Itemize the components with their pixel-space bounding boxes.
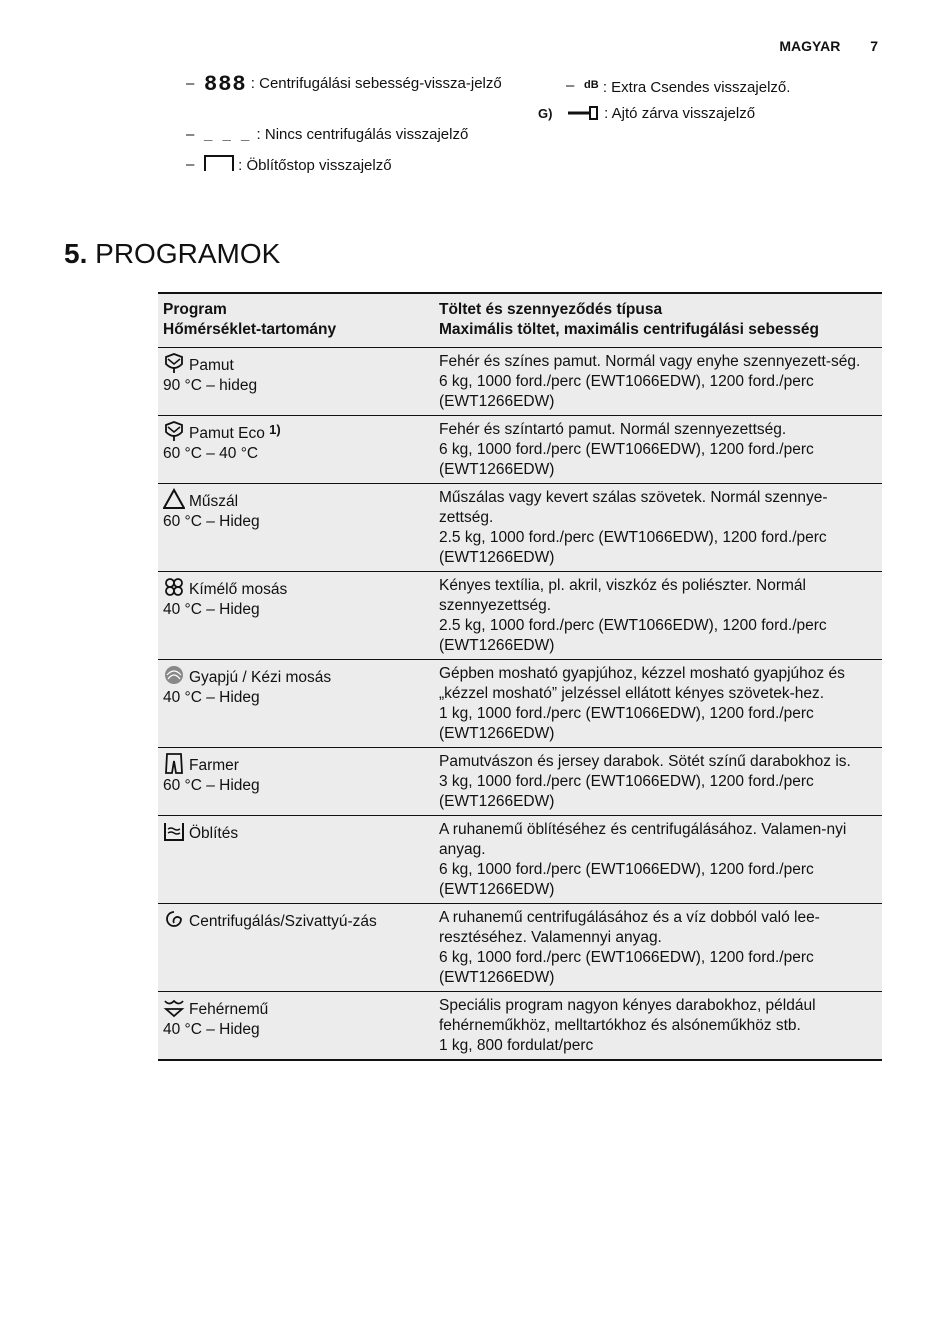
rinse-hold-icon — [204, 155, 234, 171]
load-cell — [434, 748, 882, 816]
table-row — [158, 484, 882, 572]
table-row — [158, 992, 882, 1061]
load-cell — [434, 348, 882, 416]
quiet-db-icon: dB — [584, 79, 599, 91]
program-name: Műszál — [189, 493, 239, 510]
wool-icon — [163, 664, 185, 686]
temperature-range: 60 °C – 40 °C — [163, 445, 259, 462]
page-number: 7 — [870, 38, 878, 54]
footnote-marker: 1) — [269, 422, 281, 437]
table-row — [158, 416, 882, 484]
legend-rinse-hold: – : Öblítőstop visszajelző — [186, 156, 392, 174]
load-description: Fehér és színes pamut. Normál vagy enyhe szennyezett-ség. — [439, 353, 861, 370]
program-name: Pamut Eco — [189, 425, 265, 442]
table-row — [158, 904, 882, 992]
door-marker: G) — [538, 106, 553, 121]
jeans-icon — [163, 752, 185, 774]
max-load-spin: 6 kg, 1000 ford./perc (EWT1066EDW), 1200 ford./perc (EWT1266EDW) — [439, 441, 814, 478]
language-label: MAGYAR — [779, 38, 841, 54]
program-cell — [158, 816, 434, 904]
max-load-spin: 1 kg, 1000 ford./perc (EWT1066EDW), 1200 ford./perc (EWT1266EDW) — [439, 705, 814, 742]
program-name: Öblítés — [189, 825, 239, 842]
table-row — [158, 572, 882, 660]
program-name: Gyapjú / Kézi mosás — [189, 669, 332, 686]
column-header-load: Töltet és szennyeződés típusa Maximális töltet, maximális centrifugálási sebesség — [434, 293, 882, 348]
program-cell — [158, 348, 434, 416]
lingerie-icon — [163, 996, 185, 1018]
load-description: Speciális program nagyon kényes darabokhoz, például fehérneműkhöz, melltartókhoz és alsóneműkhöz stb. — [439, 997, 816, 1034]
cotton-icon — [163, 352, 185, 374]
program-name: Kímélő mosás — [189, 581, 288, 598]
legend-spin-text: : Centrifugálási sebesség-vissza-jelző — [250, 75, 502, 92]
max-load-spin: 2.5 kg, 1000 ford./perc (EWT1066EDW), 1200 ford./perc (EWT1266EDW) — [439, 617, 827, 654]
table-header-row — [158, 293, 882, 348]
legend-rinse-hold-text: : Öblítőstop visszajelző — [238, 157, 392, 174]
load-description: A ruhanemű öblítéséhez és centrifugálásához. Valamen-nyi anyag. — [439, 821, 847, 858]
page-header — [779, 38, 878, 54]
load-cell — [434, 484, 882, 572]
cotton-eco-icon — [163, 420, 185, 442]
program-cell — [158, 904, 434, 992]
temperature-range: 40 °C – Hideg — [163, 689, 260, 706]
legend-no-spin: – _ _ _ : Nincs centrifugálás visszajelző — [186, 126, 469, 143]
load-cell — [434, 660, 882, 748]
programs-table — [158, 292, 882, 1061]
temperature-range: 40 °C – Hideg — [163, 1021, 260, 1038]
program-name: Farmer — [189, 757, 239, 774]
max-load-spin: 3 kg, 1000 ford./perc (EWT1066EDW), 1200 ford./perc (EWT1266EDW) — [439, 773, 814, 810]
load-description: Pamutvászon és jersey darabok. Sötét színű darabokhoz is. — [439, 753, 851, 770]
program-cell — [158, 660, 434, 748]
max-load-spin: 6 kg, 1000 ford./perc (EWT1066EDW), 1200 ford./perc (EWT1266EDW) — [439, 861, 814, 898]
load-cell — [434, 572, 882, 660]
program-cell — [158, 992, 434, 1061]
temperature-range: 60 °C – Hideg — [163, 513, 260, 530]
table-row — [158, 660, 882, 748]
program-name: Centrifugálás/Szivattyú-zás — [189, 913, 377, 930]
max-load-spin: 6 kg, 1000 ford./perc (EWT1066EDW), 1200 ford./perc (EWT1266EDW) — [439, 373, 814, 410]
spin-drain-icon — [163, 908, 185, 930]
program-cell — [158, 416, 434, 484]
dashes-icon: _ _ _ — [204, 126, 253, 143]
load-description: Műszálas vagy kevert szálas szövetek. Normál szennye-zettség. — [439, 489, 828, 526]
temperature-range: 90 °C – hideg — [163, 377, 258, 394]
key-lock-icon — [568, 105, 604, 122]
section-number: 5. — [64, 238, 88, 269]
legend-no-spin-text: : Nincs centrifugálás visszajelző — [256, 126, 469, 143]
max-load-spin: 6 kg, 1000 ford./perc (EWT1066EDW), 1200 ford./perc (EWT1266EDW) — [439, 949, 814, 986]
program-cell — [158, 748, 434, 816]
program-cell — [158, 572, 434, 660]
table-row — [158, 748, 882, 816]
seven-segment-icon: 888 — [204, 72, 247, 97]
table-row — [158, 816, 882, 904]
section-title — [64, 238, 280, 270]
load-description: Fehér és színtartó pamut. Normál szennyezettség. — [439, 421, 787, 438]
max-load-spin: 1 kg, 800 fordulat/perc — [439, 1037, 594, 1054]
legend-spin-speed: – 888 : Centrifugálási sebesség-vissza-jelző — [186, 72, 502, 97]
load-description: Gépben mosható gyapjúhoz, kézzel mosható gyapjúhoz és „kézzel mosható” jelzéssel ellátott kényes szövetek-hez. — [439, 665, 845, 702]
load-cell — [434, 992, 882, 1061]
load-description: Kényes textília, pl. akril, viszkóz és poliészter. Normál szennyezettség. — [439, 577, 806, 614]
rinse-icon — [163, 820, 185, 842]
column-header-program: Program Hőmérséklet-tartomány — [158, 293, 434, 348]
legend-extra-quiet-text: : Extra Csendes visszajelző. — [602, 79, 791, 96]
load-cell — [434, 904, 882, 992]
program-name: Pamut — [189, 357, 234, 374]
table-row — [158, 348, 882, 416]
load-description: A ruhanemű centrifugálásához és a víz dobból való lee-resztéséhez. Valamennyi anyag. — [439, 909, 820, 946]
program-name: Fehérnemű — [189, 1001, 269, 1018]
temperature-range: 40 °C – Hideg — [163, 601, 260, 618]
legend-extra-quiet: – $^{dB}$ : Extra Csendes visszajelző. — [566, 77, 791, 96]
section-heading: PROGRAMOK — [95, 238, 281, 269]
temperature-range: 60 °C – Hideg — [163, 777, 260, 794]
max-load-spin: 2.5 kg, 1000 ford./perc (EWT1066EDW), 1200 ford./perc (EWT1266EDW) — [439, 529, 827, 566]
load-cell — [434, 816, 882, 904]
load-cell — [434, 416, 882, 484]
legend-door-locked — [538, 104, 756, 123]
program-cell — [158, 484, 434, 572]
synthetics-icon — [163, 488, 185, 510]
legend-door-locked-text: : Ajtó zárva visszajelző — [604, 105, 756, 122]
delicates-icon — [163, 576, 185, 598]
